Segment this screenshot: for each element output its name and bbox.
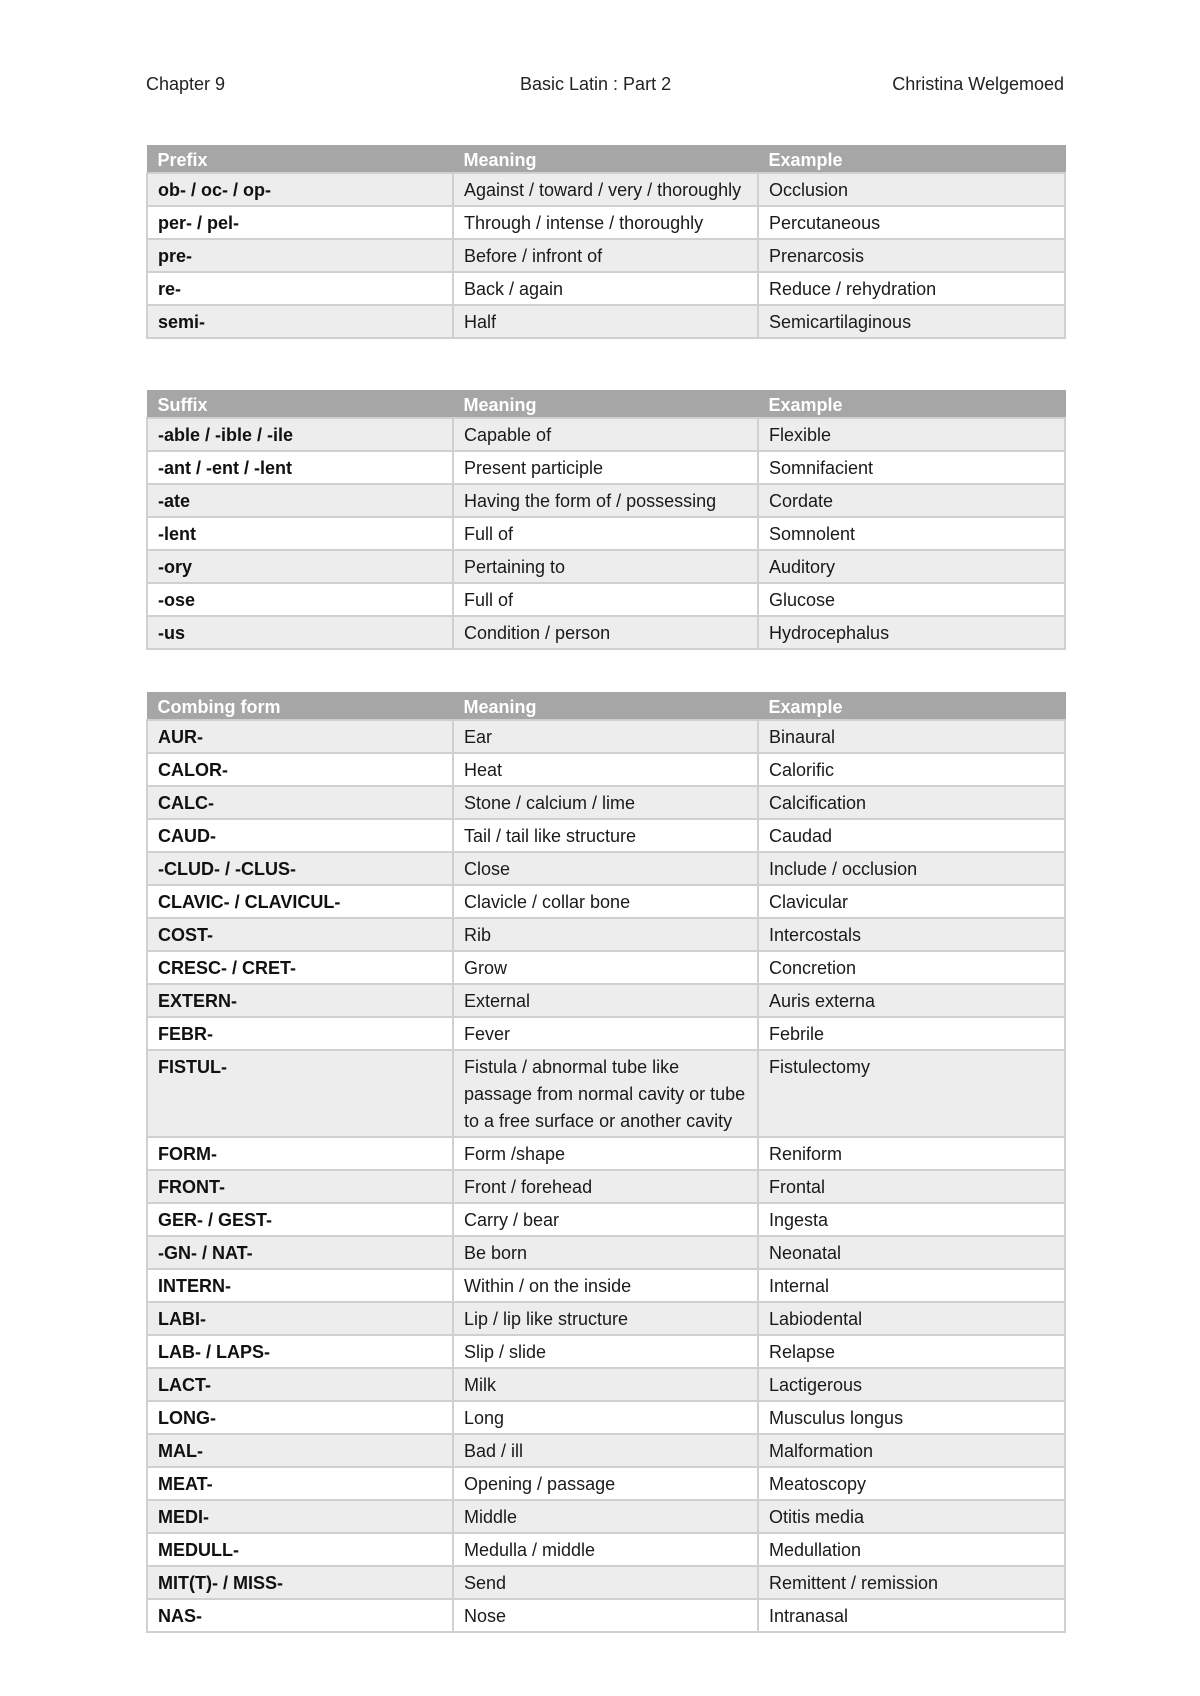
- term-cell: pre-: [147, 239, 453, 272]
- term-cell: EXTERN-: [147, 984, 453, 1017]
- table-row: [147, 819, 1065, 852]
- column-header-example: Example: [758, 391, 1065, 419]
- meaning-cell: Clavicle / collar bone: [453, 885, 758, 918]
- table-row: [147, 1050, 1065, 1137]
- term-cell: CRESC- / CRET-: [147, 951, 453, 984]
- meaning-cell: Against / toward / very / thoroughly: [453, 173, 758, 206]
- example-cell: Calcification: [758, 786, 1065, 819]
- column-header-meaning: Meaning: [453, 391, 758, 419]
- term-cell: -GN- / NAT-: [147, 1236, 453, 1269]
- term-cell: FEBR-: [147, 1017, 453, 1050]
- term-cell: GER- / GEST-: [147, 1203, 453, 1236]
- meaning-cell: Front / forehead: [453, 1170, 758, 1203]
- table-row: [147, 852, 1065, 885]
- table-row: [147, 1434, 1065, 1467]
- meaning-cell: Rib: [453, 918, 758, 951]
- meaning-cell: Form /shape: [453, 1137, 758, 1170]
- term-cell: LAB- / LAPS-: [147, 1335, 453, 1368]
- meaning-cell: Pertaining to: [453, 550, 758, 583]
- term-cell: AUR-: [147, 720, 453, 753]
- example-cell: Internal: [758, 1269, 1065, 1302]
- meaning-cell: Full of: [453, 517, 758, 550]
- term-cell: COST-: [147, 918, 453, 951]
- example-cell: Glucose: [758, 583, 1065, 616]
- column-header-example: Example: [758, 146, 1065, 174]
- meaning-cell: Be born: [453, 1236, 758, 1269]
- example-cell: Semicartilaginous: [758, 305, 1065, 338]
- meaning-cell: Close: [453, 852, 758, 885]
- table-row: [147, 1500, 1065, 1533]
- meaning-cell: Grow: [453, 951, 758, 984]
- term-cell: CAUD-: [147, 819, 453, 852]
- meaning-cell: Milk: [453, 1368, 758, 1401]
- table-row: [147, 451, 1065, 484]
- example-cell: Concretion: [758, 951, 1065, 984]
- table-row: [147, 951, 1065, 984]
- term-cell: FISTUL-: [147, 1050, 453, 1137]
- example-cell: Medullation: [758, 1533, 1065, 1566]
- meaning-cell: Through / intense / thoroughly: [453, 206, 758, 239]
- page-header: [146, 74, 1064, 100]
- example-cell: Percutaneous: [758, 206, 1065, 239]
- example-cell: Auditory: [758, 550, 1065, 583]
- column-header-term: Prefix: [147, 146, 453, 174]
- example-cell: Somnolent: [758, 517, 1065, 550]
- table-row: [147, 1017, 1065, 1050]
- term-cell: MIT(T)- / MISS-: [147, 1566, 453, 1599]
- table-row: [147, 305, 1065, 338]
- table-row: [147, 418, 1065, 451]
- meaning-cell: Bad / ill: [453, 1434, 758, 1467]
- table-row: [147, 1599, 1065, 1632]
- term-cell: -ate: [147, 484, 453, 517]
- table-row: [147, 484, 1065, 517]
- example-cell: Fistulectomy: [758, 1050, 1065, 1137]
- meaning-cell: Slip / slide: [453, 1335, 758, 1368]
- table-row: [147, 786, 1065, 819]
- example-cell: Cordate: [758, 484, 1065, 517]
- meaning-cell: Medulla / middle: [453, 1533, 758, 1566]
- meaning-cell: Condition / person: [453, 616, 758, 649]
- term-cell: LONG-: [147, 1401, 453, 1434]
- table-row: [147, 885, 1065, 918]
- term-cell: MEDULL-: [147, 1533, 453, 1566]
- example-cell: Frontal: [758, 1170, 1065, 1203]
- column-header-term: Suffix: [147, 391, 453, 419]
- term-cell: LACT-: [147, 1368, 453, 1401]
- prefix-table: [146, 145, 1066, 339]
- term-cell: per- / pel-: [147, 206, 453, 239]
- term-cell: -ant / -ent / -lent: [147, 451, 453, 484]
- meaning-cell: External: [453, 984, 758, 1017]
- example-cell: Ingesta: [758, 1203, 1065, 1236]
- term-cell: -lent: [147, 517, 453, 550]
- table-row: [147, 753, 1065, 786]
- example-cell: Malformation: [758, 1434, 1065, 1467]
- example-cell: Calorific: [758, 753, 1065, 786]
- table-row: [147, 1467, 1065, 1500]
- term-cell: re-: [147, 272, 453, 305]
- table-row: [147, 1236, 1065, 1269]
- example-cell: Somnifacient: [758, 451, 1065, 484]
- example-cell: Meatoscopy: [758, 1467, 1065, 1500]
- example-cell: Binaural: [758, 720, 1065, 753]
- combining-form-table: [146, 692, 1066, 1633]
- table-row: [147, 720, 1065, 753]
- term-cell: LABI-: [147, 1302, 453, 1335]
- example-cell: Intranasal: [758, 1599, 1065, 1632]
- term-cell: MAL-: [147, 1434, 453, 1467]
- column-header-term: Combing form: [147, 693, 453, 721]
- example-cell: Neonatal: [758, 1236, 1065, 1269]
- table-row: [147, 517, 1065, 550]
- table-row: [147, 1269, 1065, 1302]
- table-row: [147, 1368, 1065, 1401]
- term-cell: -able / -ible / -ile: [147, 418, 453, 451]
- example-cell: Musculus longus: [758, 1401, 1065, 1434]
- column-header-meaning: Meaning: [453, 146, 758, 174]
- example-cell: Remittent / remission: [758, 1566, 1065, 1599]
- meaning-cell: Back / again: [453, 272, 758, 305]
- meaning-cell: Capable of: [453, 418, 758, 451]
- meaning-cell: Within / on the inside: [453, 1269, 758, 1302]
- meaning-cell: Present participle: [453, 451, 758, 484]
- meaning-cell: Full of: [453, 583, 758, 616]
- term-cell: FORM-: [147, 1137, 453, 1170]
- meaning-cell: Fever: [453, 1017, 758, 1050]
- term-cell: CALC-: [147, 786, 453, 819]
- term-cell: semi-: [147, 305, 453, 338]
- example-cell: Relapse: [758, 1335, 1065, 1368]
- meaning-cell: Fistula / abnormal tube like passage from normal cavity or tube to a free surface or another cavity: [453, 1050, 758, 1137]
- example-cell: Caudad: [758, 819, 1065, 852]
- table-row: [147, 984, 1065, 1017]
- table-row: [147, 206, 1065, 239]
- table-row: [147, 272, 1065, 305]
- meaning-cell: Lip / lip like structure: [453, 1302, 758, 1335]
- table-header-row: [147, 146, 1065, 174]
- example-cell: Hydrocephalus: [758, 616, 1065, 649]
- table-row: [147, 1533, 1065, 1566]
- meaning-cell: Heat: [453, 753, 758, 786]
- table-header-row: [147, 391, 1065, 419]
- term-cell: -ory: [147, 550, 453, 583]
- meaning-cell: Nose: [453, 1599, 758, 1632]
- term-cell: CLAVIC- / CLAVICUL-: [147, 885, 453, 918]
- table-row: [147, 1170, 1065, 1203]
- author-name: Christina Welgemoed: [892, 74, 1064, 94]
- term-cell: FRONT-: [147, 1170, 453, 1203]
- table-row: [147, 918, 1065, 951]
- table-row: [147, 1137, 1065, 1170]
- table-row: [147, 1203, 1065, 1236]
- document-title: Basic Latin : Part 2: [520, 74, 672, 94]
- table-row: [147, 1335, 1065, 1368]
- example-cell: Clavicular: [758, 885, 1065, 918]
- column-header-example: Example: [758, 693, 1065, 721]
- table-row: [147, 616, 1065, 649]
- example-cell: Febrile: [758, 1017, 1065, 1050]
- column-header-meaning: Meaning: [453, 693, 758, 721]
- meaning-cell: Carry / bear: [453, 1203, 758, 1236]
- term-cell: -CLUD- / -CLUS-: [147, 852, 453, 885]
- meaning-cell: Ear: [453, 720, 758, 753]
- example-cell: Intercostals: [758, 918, 1065, 951]
- example-cell: Reduce / rehydration: [758, 272, 1065, 305]
- chapter-label: Chapter 9: [146, 74, 226, 94]
- table-row: [147, 550, 1065, 583]
- meaning-cell: Before / infront of: [453, 239, 758, 272]
- term-cell: ob- / oc- / op-: [147, 173, 453, 206]
- suffix-table: [146, 390, 1066, 650]
- example-cell: Prenarcosis: [758, 239, 1065, 272]
- term-cell: CALOR-: [147, 753, 453, 786]
- table-row: [147, 1401, 1065, 1434]
- term-cell: -us: [147, 616, 453, 649]
- meaning-cell: Stone / calcium / lime: [453, 786, 758, 819]
- term-cell: INTERN-: [147, 1269, 453, 1302]
- term-cell: -ose: [147, 583, 453, 616]
- meaning-cell: Tail / tail like structure: [453, 819, 758, 852]
- example-cell: Reniform: [758, 1137, 1065, 1170]
- example-cell: Otitis media: [758, 1500, 1065, 1533]
- example-cell: Lactigerous: [758, 1368, 1065, 1401]
- example-cell: Auris externa: [758, 984, 1065, 1017]
- example-cell: Include / occlusion: [758, 852, 1065, 885]
- example-cell: Labiodental: [758, 1302, 1065, 1335]
- meaning-cell: Send: [453, 1566, 758, 1599]
- term-cell: MEAT-: [147, 1467, 453, 1500]
- meaning-cell: Half: [453, 305, 758, 338]
- meaning-cell: Having the form of / possessing: [453, 484, 758, 517]
- table-row: [147, 239, 1065, 272]
- meaning-cell: Middle: [453, 1500, 758, 1533]
- table-row: [147, 173, 1065, 206]
- term-cell: NAS-: [147, 1599, 453, 1632]
- table-header-row: [147, 693, 1065, 721]
- term-cell: MEDI-: [147, 1500, 453, 1533]
- table-row: [147, 1566, 1065, 1599]
- table-row: [147, 583, 1065, 616]
- example-cell: Flexible: [758, 418, 1065, 451]
- table-row: [147, 1302, 1065, 1335]
- example-cell: Occlusion: [758, 173, 1065, 206]
- meaning-cell: Long: [453, 1401, 758, 1434]
- meaning-cell: Opening / passage: [453, 1467, 758, 1500]
